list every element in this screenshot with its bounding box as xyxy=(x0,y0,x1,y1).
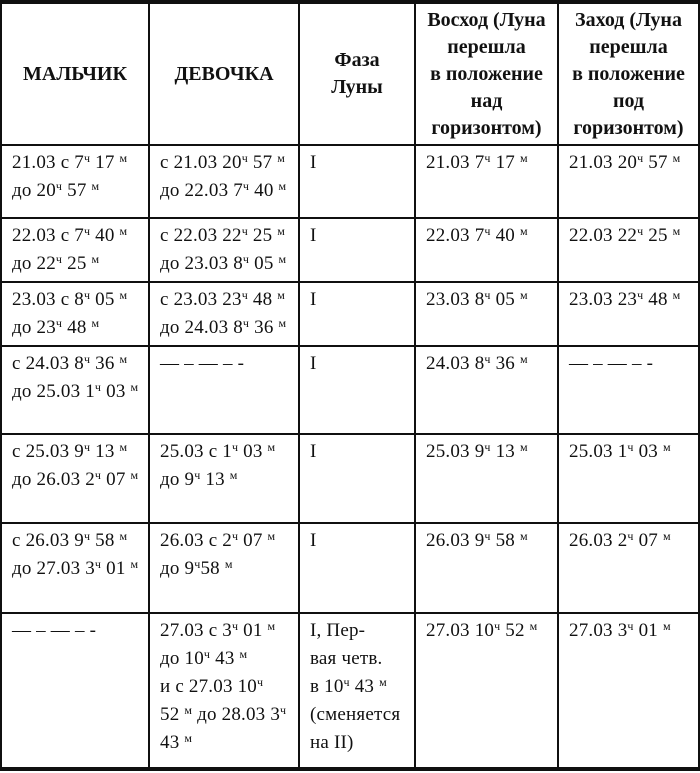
table-cell-r5-c2: I xyxy=(299,523,415,613)
time-unit-superscript: м xyxy=(267,440,276,455)
time-unit-superscript: ч xyxy=(242,316,250,331)
time-unit-superscript: м xyxy=(519,528,528,543)
time-unit-superscript: м xyxy=(519,151,528,165)
table-cell-r0-c4: 21.03 $20^ч$ 57 $^м$ xyxy=(558,145,699,218)
time-unit-superscript: м xyxy=(91,316,100,331)
table-cell-r3-c1: — – — – - xyxy=(149,346,299,434)
time-unit-superscript: м xyxy=(278,252,287,267)
time-unit-superscript: м xyxy=(119,288,128,303)
time-unit-superscript: ч xyxy=(637,224,644,239)
time-unit-superscript: ч xyxy=(194,556,201,571)
table-cell-r4-c0: с 25.03 $9^ч$ 13 $^м$ до 26.03 $2^ч$ 07 $^м$ xyxy=(1,434,149,522)
time-unit-superscript: ч xyxy=(194,468,201,483)
time-unit-superscript: ч xyxy=(484,528,491,543)
column-header-1: ДЕВОЧКА xyxy=(149,2,299,145)
column-header-3: Восход (Луна перешла в положение над горизонтом) xyxy=(415,2,558,145)
time-unit-superscript: ч xyxy=(83,528,91,543)
table-cell-r4-c4: 25.03 $1^ч$ 03 $^м$ xyxy=(558,434,699,522)
time-unit-superscript: ч xyxy=(241,224,248,239)
table-cell-r2-c1: с 23.03 $23^ч$ 48 $^м$ до 24.03 $8^ч$ 36 $^м$ xyxy=(149,282,299,346)
time-unit-superscript: ч xyxy=(231,618,239,633)
time-unit-superscript: ч xyxy=(242,252,250,267)
table-cell-r4-c3: 25.03 $9^ч$ 13 $^м$ xyxy=(415,434,558,522)
time-unit-superscript: ч xyxy=(203,646,211,661)
time-unit-superscript: ч xyxy=(280,702,287,717)
time-unit-superscript: м xyxy=(662,440,671,455)
time-unit-superscript: м xyxy=(119,352,128,367)
time-unit-superscript: м xyxy=(519,440,528,455)
time-unit-superscript: ч xyxy=(231,528,239,543)
table-cell-r0-c3: 21.03 $7^ч$ 17 $^м$ xyxy=(415,145,558,218)
table-cell-r1-c2: I xyxy=(299,218,415,282)
table-row-0 xyxy=(1,145,699,218)
table-cell-r5-c4: 26.03 $2^ч$ 07 $^м$ xyxy=(558,523,699,613)
time-unit-superscript: м xyxy=(119,224,128,239)
time-unit-superscript: ч xyxy=(94,380,102,395)
time-unit-superscript: м xyxy=(519,352,528,367)
time-unit-superscript: ч xyxy=(637,288,644,303)
time-unit-superscript: ч xyxy=(83,288,91,303)
time-unit-superscript: м xyxy=(119,151,128,165)
time-unit-superscript: м xyxy=(519,224,528,239)
time-unit-superscript: м xyxy=(379,674,387,689)
time-unit-superscript: ч xyxy=(484,440,491,455)
time-unit-superscript: м xyxy=(278,179,287,193)
time-unit-superscript: ч xyxy=(627,440,634,455)
time-unit-superscript: м xyxy=(267,618,276,633)
time-unit-superscript: м xyxy=(119,528,128,543)
time-unit-superscript: ч xyxy=(484,352,491,367)
table-cell-r1-c3: 22.03 $7^ч$ 40 $^м$ xyxy=(415,218,558,282)
table-row-5 xyxy=(1,523,699,613)
time-unit-superscript: м xyxy=(184,702,193,717)
column-header-0: МАЛЬЧИК xyxy=(1,2,149,145)
table-cell-r5-c1: 26.03 с $2^ч$ 07 $^м$ до $9^ч58$ $^м$ xyxy=(149,523,299,613)
time-unit-superscript: ч xyxy=(83,224,91,239)
time-unit-superscript: ч xyxy=(241,151,248,165)
time-unit-superscript: м xyxy=(672,288,681,303)
table-row-1 xyxy=(1,218,699,282)
time-unit-superscript: ч xyxy=(627,618,634,633)
time-unit-superscript: ч xyxy=(94,556,102,571)
table-cell-r1-c1: с 22.03 $22^ч$ 25 $^м$ до 23.03 $8^ч$ 05 $^м$ xyxy=(149,218,299,282)
time-unit-superscript: м xyxy=(267,528,276,543)
table-cell-r6-c0: — – — – - xyxy=(1,613,149,769)
table-cell-r6-c2: I, Пер- вая четв. в $10^ч$ 43 $^м$ (сменяется на II) xyxy=(299,613,415,769)
column-header-2: Фаза Луны xyxy=(299,2,415,145)
time-unit-superscript: ч xyxy=(55,316,63,331)
time-unit-superscript: ч xyxy=(484,288,491,303)
time-unit-superscript: ч xyxy=(494,618,501,633)
time-unit-superscript: м xyxy=(278,316,287,331)
time-unit-superscript: ч xyxy=(55,252,63,267)
time-unit-superscript: ч xyxy=(231,440,239,455)
table-row-4 xyxy=(1,434,699,522)
time-unit-superscript: м xyxy=(119,440,128,455)
table-cell-r4-c2: I xyxy=(299,434,415,522)
time-unit-superscript: ч xyxy=(94,468,102,483)
time-unit-superscript: м xyxy=(130,468,139,483)
time-unit-superscript: ч xyxy=(83,352,91,367)
time-unit-superscript: м xyxy=(91,179,100,193)
time-unit-superscript: м xyxy=(662,528,671,543)
table-cell-r6-c1: 27.03 с $3^ч$ 01 $^м$ до $10^ч$ 43 $^м$ и с 27.03 $10^ч$ 52 $^м$ до 28.03 $3^ч$ 43 $^м$ xyxy=(149,613,299,769)
time-unit-superscript: ч xyxy=(55,179,63,193)
time-unit-superscript: м xyxy=(277,288,286,303)
table-row-2 xyxy=(1,282,699,346)
time-unit-superscript: м xyxy=(130,556,139,571)
time-unit-superscript: м xyxy=(224,556,233,571)
table-cell-r3-c0: с 24.03 $8^ч$ 36 $^м$ до 25.03 $1^ч$ 03 $^м$ xyxy=(1,346,149,434)
time-unit-superscript: м xyxy=(662,618,671,633)
time-unit-superscript: м xyxy=(672,151,681,165)
time-unit-superscript: м xyxy=(130,380,139,395)
table-cell-r6-c4: 27.03 $3^ч$ 01 $^м$ xyxy=(558,613,699,769)
table-cell-r1-c4: 22.03 $22^ч$ 25 $^м$ xyxy=(558,218,699,282)
table-row-6 xyxy=(1,613,699,769)
table-cell-r0-c2: I xyxy=(299,145,415,218)
table-cell-r1-c0: 22.03 с $7^ч$ 40 $^м$ до $22^ч$ 25 $^м$ xyxy=(1,218,149,282)
table-cell-r3-c2: I xyxy=(299,346,415,434)
time-unit-superscript: м xyxy=(277,151,286,165)
time-unit-superscript: м xyxy=(91,252,100,267)
table-row-3 xyxy=(1,346,699,434)
time-unit-superscript: ч xyxy=(83,151,91,165)
time-unit-superscript: ч xyxy=(257,674,264,689)
time-unit-superscript: ч xyxy=(242,179,250,193)
table-cell-r3-c3: 24.03 $8^ч$ 36 $^м$ xyxy=(415,346,558,434)
time-unit-superscript: м xyxy=(277,224,286,239)
table-cell-r3-c4: — – — – - xyxy=(558,346,699,434)
column-header-4: Заход (Луна перешла в положение под горизонтом) xyxy=(558,2,699,145)
time-unit-superscript: ч xyxy=(484,151,491,165)
time-unit-superscript: ч xyxy=(637,151,644,165)
table-body xyxy=(1,145,699,769)
header-row xyxy=(1,2,699,145)
table-cell-r4-c1: 25.03 с $1^ч$ 03 $^м$ до $9^ч$ 13 $^м$ xyxy=(149,434,299,522)
time-unit-superscript: ч xyxy=(83,440,91,455)
time-unit-superscript: м xyxy=(519,288,528,303)
table-cell-r2-c0: 23.03 с $8^ч$ 05 $^м$ до $23^ч$ 48 $^м$ xyxy=(1,282,149,346)
time-unit-superscript: ч xyxy=(627,528,634,543)
time-unit-superscript: м xyxy=(229,468,238,483)
table-cell-r2-c3: 23.03 $8^ч$ 05 $^м$ xyxy=(415,282,558,346)
table-cell-r0-c1: с 21.03 $20^ч$ 57 $^м$ до 22.03 $7^ч$ 40 $^м$ xyxy=(149,145,299,218)
table-cell-r2-c4: 23.03 $23^ч$ 48 $^м$ xyxy=(558,282,699,346)
time-unit-superscript: м xyxy=(672,224,681,239)
table-cell-r5-c3: 26.03 $9^ч$ 58 $^м$ xyxy=(415,523,558,613)
table-cell-r6-c3: 27.03 $10^ч$ 52 $^м$ xyxy=(415,613,558,769)
time-unit-superscript: м xyxy=(239,646,248,661)
table-cell-r2-c2: I xyxy=(299,282,415,346)
time-unit-superscript: ч xyxy=(241,288,248,303)
time-unit-superscript: м xyxy=(184,730,193,745)
time-unit-superscript: ч xyxy=(484,224,491,239)
time-unit-superscript: ч xyxy=(343,674,350,689)
time-unit-superscript: м xyxy=(529,618,538,633)
table-cell-r5-c0: с 26.03 $9^ч$ 58 $^м$ до 27.03 $3^ч$ 01 $^м$ xyxy=(1,523,149,613)
table-cell-r0-c0: 21.03 с $7^ч$ 17 $^м$ до $20^ч$ 57 $^м$ xyxy=(1,145,149,218)
